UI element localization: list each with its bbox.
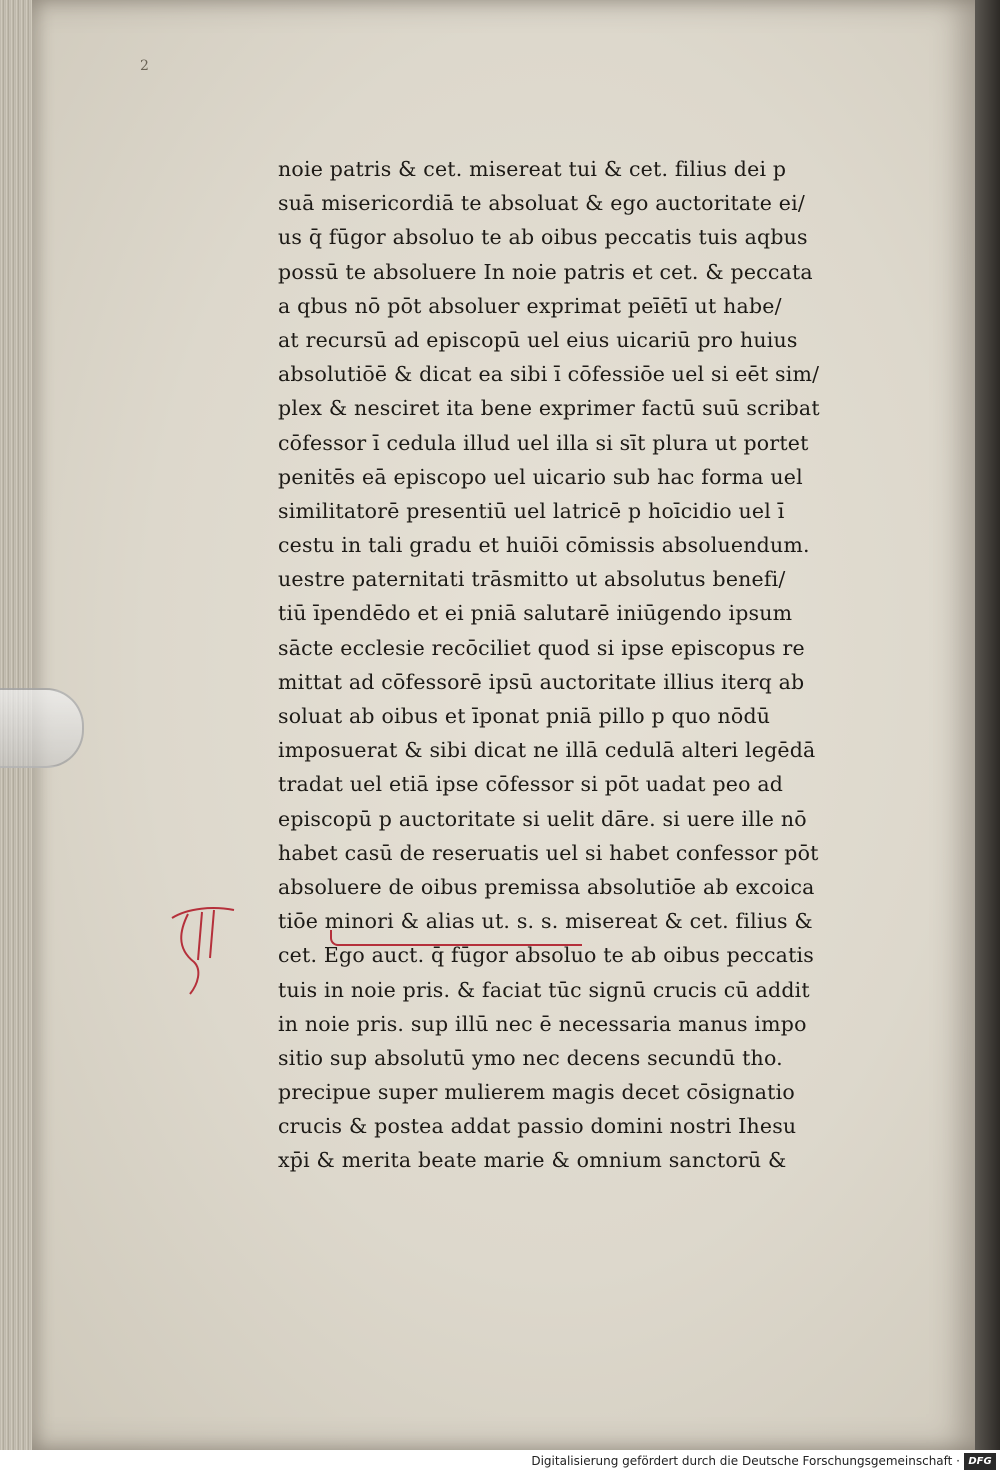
text-line: cet. Ego auct. q̄ fūgor absoluo te ab oibus peccatis xyxy=(278,943,815,968)
text-line: noie patris & cet. misereat tui & cet. filius dei p xyxy=(278,157,787,181)
text-line: possū te absoluere In noie patris et cet. & peccata xyxy=(278,259,813,284)
text-line: tiū īpendēdo et ei pniā salutarē iniūgendo ipsum xyxy=(278,601,793,626)
dfg-logo-icon: DFG xyxy=(964,1453,996,1470)
text-line: plex & nesciret ita bene exprimer factū suū scribat xyxy=(278,396,820,421)
text-line: cestu in tali gradu et huiōi cōmissis absoluendum. xyxy=(278,533,810,558)
text-line: cōfessor ī cedula illud uel illa si sīt plura ut portet xyxy=(278,430,809,455)
text-line: habet casū de reseruatis uel si habet confessor pōt xyxy=(278,840,819,865)
text-line: at recursū ad episcopū uel eius uicariū pro huius xyxy=(278,327,798,352)
text-line: imposuerat & sibi dicat ne illā cedulā alteri legēdā xyxy=(278,738,816,763)
text-line: tiōe minori & alias ut. s. s. misereat & cet. filius & xyxy=(278,909,813,934)
footer-bar xyxy=(0,1450,1000,1474)
text-line: absolutiōē & dicat ea sibi ī cōfessiōe uel si eēt sim/ xyxy=(278,362,820,387)
text-line: soluat ab oibus et īponat pniā pillo p quo nōdū xyxy=(278,704,771,728)
text-block xyxy=(278,152,888,1178)
text-line: us q̄ fūgor absoluo te ab oibus peccatis tuis aqbus xyxy=(278,225,808,250)
corner-mark: 2 xyxy=(140,58,149,74)
text-line: penitēs eā episcopo uel uicario sub hac forma uel xyxy=(278,464,803,489)
text-line: a qbus nō pōt absoluer exprimat peīētī ut habe/ xyxy=(278,293,782,318)
page-gutter-shadow xyxy=(975,0,1000,1450)
rubric-underline xyxy=(330,930,582,946)
text-line: crucis & postea addat passio domini nostri Ihesu xyxy=(278,1114,797,1139)
text-line: xp̄i & merita beate marie & omnium sanctorū & xyxy=(278,1148,787,1173)
page-clip xyxy=(0,688,84,768)
text-line: episcopū p auctoritate si uelit dāre. si uere ille nō xyxy=(278,806,807,831)
text-line: suā misericordiā te absoluat & ego auctoritate ei/ xyxy=(278,191,805,216)
text-line: sitio sup absolutū ymo nec decens secundū tho. xyxy=(278,1045,783,1070)
text-line: absoluere de oibus premissa absolutiōe ab excoica xyxy=(278,874,815,899)
text-line: tuis in noie pris. & faciat tūc signū crucis cū addit xyxy=(278,977,810,1002)
text-line: similitatorē presentiū uel latricē p hoīcidio uel ī xyxy=(278,498,785,523)
text-line: in noie pris. sup illū nec ē necessaria manus impo xyxy=(278,1011,807,1036)
text-line: mittat ad cōfessorē ipsū auctoritate illius iterq ab xyxy=(278,669,805,694)
text-line: sācte ecclesie recōciliet quod si ipse episcopus re xyxy=(278,635,805,660)
footer-credit: Digitalisierung gefördert durch die Deutsche Forschungsgemeinschaft · xyxy=(531,1454,960,1468)
text-line: uestre paternitati trāsmitto ut absolutus benefi/ xyxy=(278,567,786,592)
paragraph-mark-icon xyxy=(168,900,238,1000)
text-line: tradat uel etiā ipse cōfessor si pōt uadat peo ad xyxy=(278,772,784,797)
text-line: precipue super mulierem magis decet cōsignatio xyxy=(278,1080,795,1105)
